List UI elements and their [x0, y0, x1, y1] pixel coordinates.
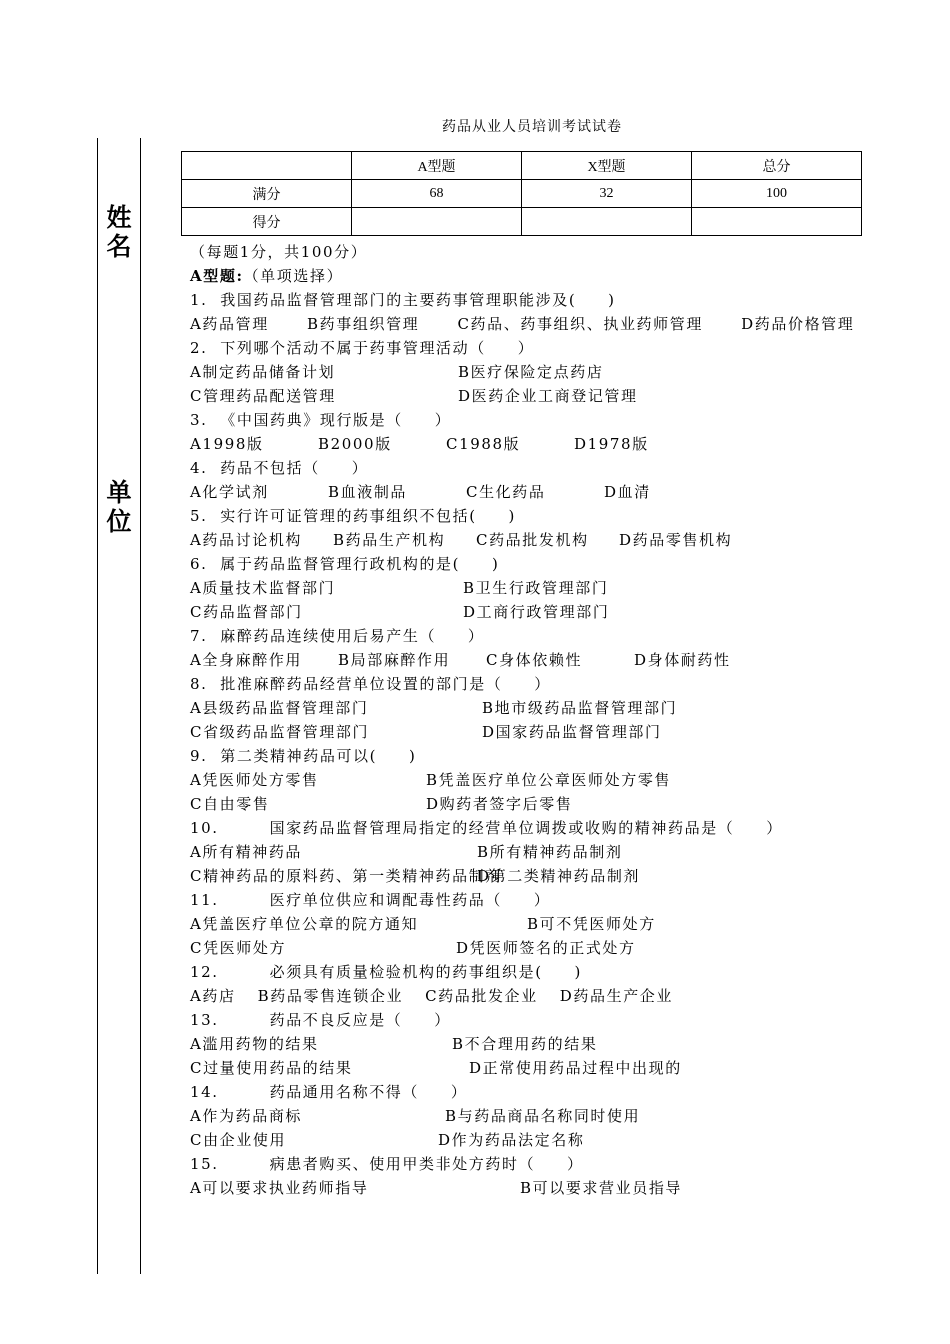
- question-stem: 6. 属于药品监督管理行政机构的是( ): [190, 555, 500, 573]
- score-input-cell[interactable]: [352, 208, 522, 236]
- question-stem: 7. 麻醉药品连续使用后易产生（ ）: [190, 627, 485, 645]
- option-row: [190, 768, 880, 792]
- answer-option: C管理药品配送管理: [190, 387, 336, 405]
- option-row: [190, 1176, 880, 1200]
- scoring-note: （每题1分，共100分）: [190, 243, 368, 261]
- answer-option: B医疗保险定点药店: [458, 363, 604, 381]
- answer-option: B所有精神药品制剂: [477, 843, 623, 861]
- answer-option: B药品生产机构: [333, 531, 446, 549]
- answer-option: A县级药品监督管理部门: [190, 699, 369, 717]
- name-label-char-1: 姓: [106, 203, 132, 232]
- answer-option: D国家药品监督管理部门: [482, 723, 662, 741]
- score-table-header-cell: A型题: [352, 152, 522, 180]
- option-row: [190, 984, 880, 1008]
- answer-option: A药店: [190, 987, 236, 1005]
- question-stem: 1. 我国药品监督管理部门的主要药事管理职能涉及( ): [190, 291, 616, 309]
- question-stem: 10. 国家药品监督管理局指定的经营单位调拨或收购的精神药品是（ ）: [190, 819, 783, 837]
- answer-option: D作为药品法定名称: [438, 1131, 585, 1149]
- name-label: [104, 203, 134, 261]
- answer-option: A凭盖医疗单位公章的院方通知: [190, 915, 419, 933]
- answer-option: D正常使用药品过程中出现的: [469, 1059, 682, 1077]
- section-heading-bold: A型题:: [190, 267, 244, 285]
- score-table: [181, 151, 862, 236]
- answer-option: D身体耐药性: [634, 651, 731, 669]
- answer-option: C身体依赖性: [486, 651, 583, 669]
- option-row: [190, 1056, 880, 1080]
- answer-option: D1978版: [574, 435, 649, 453]
- option-row: [190, 528, 880, 552]
- option-row: [190, 360, 880, 384]
- answer-option: A凭医师处方零售: [190, 771, 319, 789]
- question-stem: 4. 药品不包括（ ）: [190, 459, 369, 477]
- option-row: [190, 600, 880, 624]
- name-label-char-2: 名: [106, 232, 132, 261]
- question-stem: 12. 必须具有质量检验机构的药事组织是( ): [190, 963, 582, 981]
- answer-option: C药品监督部门: [190, 603, 303, 621]
- question-stem: 15. 病患者购买、使用甲类非处方药时（ ）: [190, 1155, 584, 1173]
- question-stem: 8. 批准麻醉药品经营单位设置的部门是（ ）: [190, 675, 551, 693]
- answer-option: A化学试剂: [190, 483, 269, 501]
- section-heading: [190, 264, 880, 288]
- answer-option: C由企业使用: [190, 1131, 287, 1149]
- option-row: [190, 480, 880, 504]
- answer-option: A1998版: [190, 435, 264, 453]
- option-row: [190, 696, 880, 720]
- question-stem: 11. 医疗单位供应和调配毒性药品（ ）: [190, 891, 551, 909]
- answer-option: C凭医师处方: [190, 939, 287, 957]
- score-table-header-cell: [182, 152, 352, 180]
- answer-option: C1988版: [446, 435, 521, 453]
- exam-content: [190, 240, 880, 1200]
- option-row: [190, 384, 880, 408]
- answer-option: A全身麻醉作用: [190, 651, 303, 669]
- option-row: [190, 720, 880, 744]
- answer-option: B卫生行政管理部门: [463, 579, 609, 597]
- question-stem: 9. 第二类精神药品可以( ): [190, 747, 417, 765]
- page-title: 药品从业人员培训考试试卷: [442, 119, 622, 135]
- unit-label-char-2: 位: [106, 507, 132, 536]
- answer-option: D药品零售机构: [619, 531, 733, 549]
- unit-label-char-1: 单: [106, 478, 132, 507]
- answer-option: A所有精神药品: [190, 843, 303, 861]
- answer-option: B可不凭医师处方: [527, 915, 656, 933]
- answer-option: D药品生产企业: [559, 987, 673, 1005]
- option-row: [190, 432, 880, 456]
- answer-option: C精神药品的原料药、第一类精神药品制剂: [190, 867, 502, 885]
- answer-option: C省级药品监督管理部门: [190, 723, 370, 741]
- option-row: [190, 864, 880, 888]
- answer-option: C自由零售: [190, 795, 270, 813]
- answer-option: B局部麻醉作用: [338, 651, 451, 669]
- option-row: [190, 936, 880, 960]
- question-stem: 14. 药品通用名称不得（ ）: [190, 1083, 468, 1101]
- score-table-cell: 32: [522, 180, 692, 208]
- option-row: [190, 792, 880, 816]
- binding-line-left: [97, 138, 98, 1274]
- answer-option: D第二类精神药品制剂: [477, 867, 641, 885]
- answer-option: C生化药品: [466, 483, 546, 501]
- option-row: [190, 576, 880, 600]
- score-table-cell: 得分: [182, 208, 352, 236]
- option-row: [190, 648, 880, 672]
- question-stem: 5. 实行许可证管理的药事组织不包括( ): [190, 507, 516, 525]
- answer-option: A可以要求执业药师指导: [190, 1179, 369, 1197]
- option-row: [190, 1104, 880, 1128]
- score-table-cell: 100: [692, 180, 862, 208]
- binding-line-right: [140, 138, 141, 1274]
- answer-option: A作为药品商标: [190, 1107, 303, 1125]
- answer-option: B血液制品: [328, 483, 408, 501]
- option-row: [190, 1128, 880, 1152]
- score-table-header-cell: X型题: [522, 152, 692, 180]
- option-row: [190, 840, 880, 864]
- answer-option: B药品零售连锁企业: [257, 987, 404, 1005]
- score-table-header-cell: 总分: [692, 152, 862, 180]
- answer-option: C药品批发机构: [476, 531, 589, 549]
- score-input-cell[interactable]: [692, 208, 862, 236]
- question-stem: 3. 《中国药典》现行版是（ ）: [190, 411, 452, 429]
- score-table-row: [182, 180, 862, 208]
- answer-option: B凭盖医疗单位公章医师处方零售: [426, 771, 672, 789]
- question-stem: 2. 下列哪个活动不属于药事管理活动（ ）: [190, 339, 535, 357]
- answer-option: C过量使用药品的结果: [190, 1059, 353, 1077]
- score-table-cell: 满分: [182, 180, 352, 208]
- unit-label: [104, 478, 134, 536]
- score-input-cell[interactable]: [522, 208, 692, 236]
- answer-option: D医药企业工商登记管理: [458, 387, 638, 405]
- answer-option: D凭医师签名的正式处方: [456, 939, 636, 957]
- answer-option: A药品讨论机构: [190, 531, 303, 549]
- answer-option: D工商行政管理部门: [463, 603, 610, 621]
- answer-option: D血清: [604, 483, 651, 501]
- score-table-row: [182, 208, 862, 236]
- answer-option: C药品批发企业: [425, 987, 538, 1005]
- answer-option: B可以要求营业员指导: [520, 1179, 683, 1197]
- answer-option: B2000版: [318, 435, 392, 453]
- answer-option: B与药品商品名称同时使用: [445, 1107, 641, 1125]
- section-heading-sub: （单项选择）: [243, 267, 344, 285]
- answer-option: A滥用药物的结果: [190, 1035, 319, 1053]
- answer-option: A制定药品储备计划: [190, 363, 336, 381]
- answer-option: D购药者签字后零售: [426, 795, 573, 813]
- score-table-cell: 68: [352, 180, 522, 208]
- score-table-header-row: [182, 152, 862, 180]
- question-stem: 13. 药品不良反应是（ ）: [190, 1011, 451, 1029]
- option-row: [190, 912, 880, 936]
- answer-option: A质量技术监督部门: [190, 579, 336, 597]
- question-options: A药品管理 B药事组织管理 C药品、药事组织、执业药师管理 D药品价格管理: [190, 315, 855, 333]
- answer-option: B地市级药品监督管理部门: [482, 699, 678, 717]
- answer-option: B不合理用药的结果: [452, 1035, 598, 1053]
- question-list: [190, 288, 880, 1200]
- option-row: [190, 1032, 880, 1056]
